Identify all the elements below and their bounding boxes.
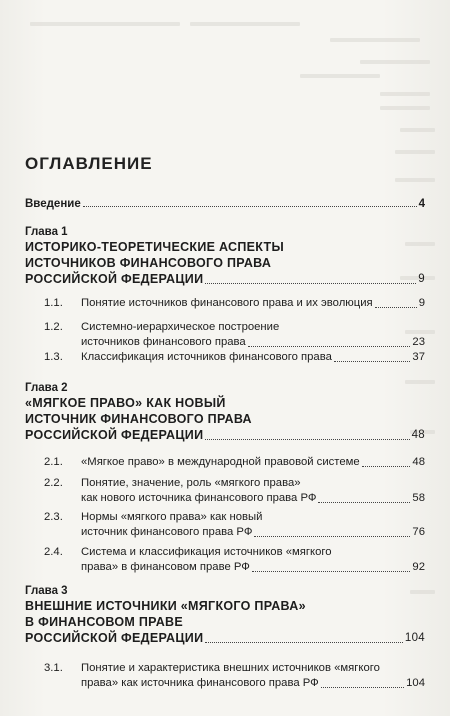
section-number: 2.2. <box>44 477 63 489</box>
chapter-1-entry[interactable] <box>25 226 425 287</box>
dot-leader <box>254 536 410 537</box>
dot-leader <box>252 571 411 572</box>
chapter-title-line: ИСТОЧНИК ФИНАНСОВОГО ПРАВА <box>25 412 252 426</box>
toc-intro-entry[interactable] <box>25 198 425 210</box>
section-number: 2.4. <box>44 546 63 558</box>
section-entry-2-2[interactable] <box>44 476 425 506</box>
section-title: Понятие и характеристика внешних источников «мягкого <box>81 662 380 674</box>
section-page: 23 <box>412 336 425 348</box>
section-title: «Мягкое право» в международной правовой системе <box>81 456 360 468</box>
section-title: Классификация источников финансового права <box>81 351 332 363</box>
dot-leader <box>375 307 417 308</box>
section-number: 1.2. <box>44 321 63 333</box>
dot-leader <box>205 439 409 440</box>
chapter-title-line: РОССИЙСКОЙ ФЕДЕРАЦИИ <box>25 272 204 286</box>
section-page: 76 <box>412 526 425 538</box>
section-number: 3.1. <box>44 662 63 674</box>
dot-leader <box>318 502 410 503</box>
chapter-title-line: РОССИЙСКОЙ ФЕДЕРАЦИИ <box>25 428 204 442</box>
section-title-cont: права» как источника финансового права РФ <box>81 677 319 689</box>
section-page: 58 <box>412 492 425 504</box>
section-page: 9 <box>418 297 425 309</box>
section-title: Понятие, значение, роль «мягкого права» <box>81 477 301 489</box>
chapter-title <box>25 239 425 287</box>
section-number: 2.3. <box>44 511 63 523</box>
section-page: 37 <box>412 351 425 363</box>
chapter-label: Глава 3 <box>25 585 68 597</box>
section-entry-2-1[interactable] <box>44 455 425 470</box>
dot-leader <box>362 466 411 467</box>
chapter-2-entry[interactable] <box>25 382 425 443</box>
chapter-title-line: В ФИНАНСОВОМ ПРАВЕ <box>25 615 184 629</box>
section-title: Нормы «мягкого права» как новый <box>81 511 263 523</box>
dot-leader <box>83 206 417 207</box>
dot-leader <box>205 642 403 643</box>
dot-leader <box>334 361 411 362</box>
chapter-page: 48 <box>411 429 425 441</box>
chapter-title-line: ВНЕШНИЕ ИСТОЧНИКИ «МЯГКОГО ПРАВА» <box>25 599 306 613</box>
section-title-cont: права» в финансовом праве РФ <box>81 561 250 573</box>
chapter-page: 104 <box>404 632 425 644</box>
dot-leader <box>205 283 416 284</box>
section-entry-1-1[interactable] <box>44 296 425 311</box>
chapter-title-line: «МЯГКОЕ ПРАВО» КАК НОВЫЙ <box>25 396 226 410</box>
chapter-title-line: РОССИЙСКОЙ ФЕДЕРАЦИИ <box>25 631 204 645</box>
section-entry-2-3[interactable] <box>44 510 425 540</box>
chapter-title-line: ИСТОРИКО-ТЕОРЕТИЧЕСКИЕ АСПЕКТЫ <box>25 240 285 254</box>
chapter-title <box>25 598 425 646</box>
section-number: 2.1. <box>44 456 63 468</box>
section-number: 1.1. <box>44 297 63 309</box>
section-page: 92 <box>412 561 425 573</box>
section-title: Системно-иерархическое построение <box>81 321 280 333</box>
section-entry-2-4[interactable] <box>44 545 425 575</box>
chapter-page: 9 <box>418 273 425 285</box>
chapter-3-entry[interactable] <box>25 585 425 646</box>
section-page: 48 <box>412 456 425 468</box>
chapter-label: Глава 1 <box>25 226 68 238</box>
section-entry-1-3[interactable] <box>44 350 425 365</box>
section-title: Система и классификация источников «мягкого <box>81 546 332 558</box>
section-title: Понятие источников финансового права и их эволюция <box>81 297 373 309</box>
section-title-cont: как нового источника финансового права РФ <box>81 492 317 504</box>
section-number: 1.3. <box>44 351 63 363</box>
section-title-cont: источник финансового права РФ <box>81 526 253 538</box>
toc-title: ОГЛАВЛЕНИЕ <box>25 154 153 173</box>
dot-leader <box>248 346 411 347</box>
dot-leader <box>321 687 404 688</box>
section-entry-3-1[interactable] <box>44 661 425 691</box>
section-page: 104 <box>406 677 425 689</box>
chapter-label: Глава 2 <box>25 382 68 394</box>
intro-label: Введение <box>25 198 81 210</box>
section-entry-1-2[interactable] <box>44 320 425 350</box>
intro-page: 4 <box>418 198 425 210</box>
chapter-title <box>25 395 425 443</box>
chapter-title-line: ИСТОЧНИКОВ ФИНАНСОВОГО ПРАВА <box>25 256 272 270</box>
section-title-cont: источников финансового права <box>81 336 246 348</box>
